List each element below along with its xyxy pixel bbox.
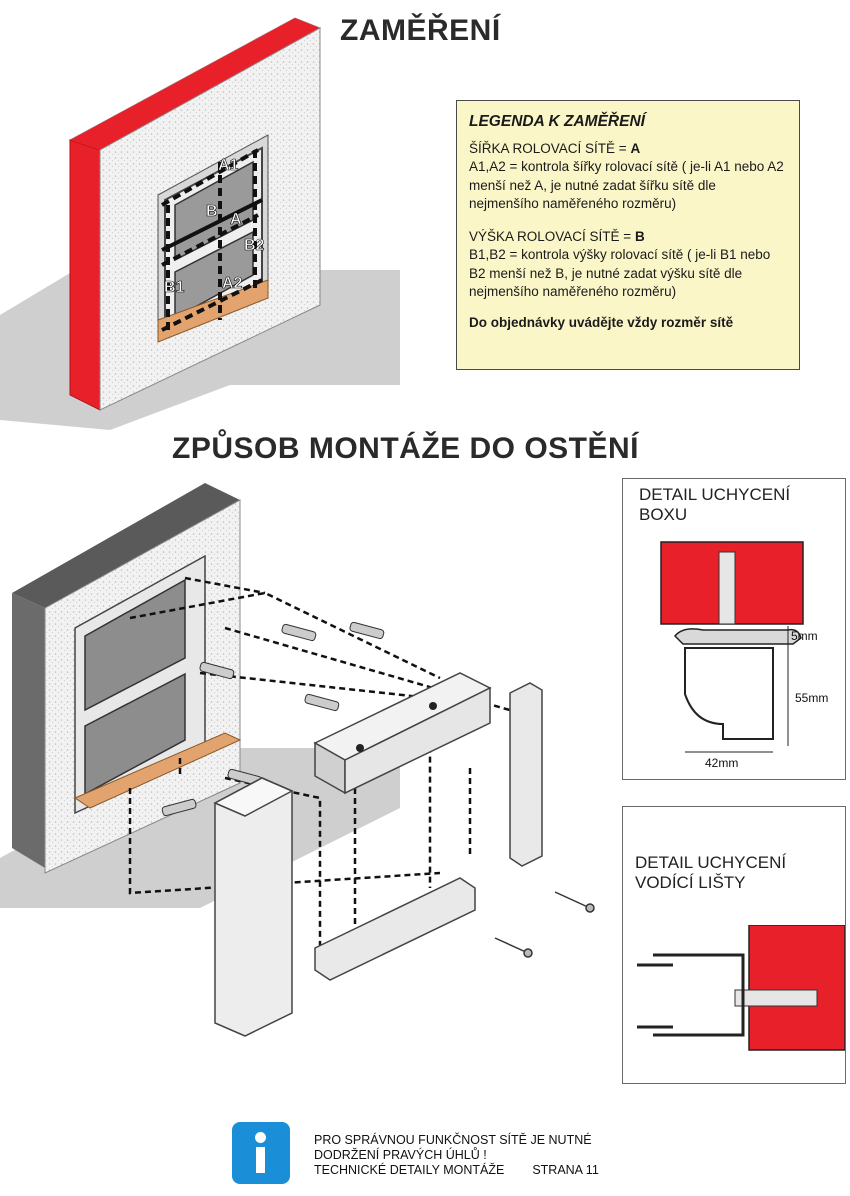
dim-55mm: 55mm xyxy=(795,691,829,705)
legend-height-text: B1,B2 = kontrola výšky rolovací sítě ( je-li B1 nebo B2 menší než B, je nutné zadat výšku sítě dle nejmenšího naměřeného rozměru) xyxy=(469,247,771,299)
page-number: STRANA 11 xyxy=(532,1163,599,1177)
measuring-title: ZAMĚŘENÍ xyxy=(340,14,501,47)
label-a2: A2 xyxy=(222,275,243,292)
legend-width-text: A1,A2 = kontrola šířky rolovací sítě ( je-li A1 nebo A2 menší než A, je nutné zadat šířku sítě dle nejmenšího naměřeného rozměru) xyxy=(469,159,784,211)
detail-rail-title: DETAIL UCHYCENÍ VODÍCÍ LIŠTY xyxy=(635,853,787,892)
label-b: B xyxy=(206,203,218,220)
footer-line-3: TECHNICKÉ DETAILY MONTÁŽE STRANA 11 xyxy=(314,1163,599,1177)
measuring-diagram xyxy=(0,0,450,430)
legend-heading: LEGENDA K ZAMĚŘENÍ xyxy=(469,113,645,130)
detail-rail-panel xyxy=(622,806,846,1084)
label-a1: A1 xyxy=(218,157,239,174)
legend-height-line: VÝŠKA ROLOVACÍ SÍTĚ = B xyxy=(469,228,645,244)
label-b2: B2 xyxy=(244,237,265,254)
rail-profile-drawing xyxy=(623,925,845,1075)
info-icon xyxy=(232,1122,290,1184)
dim-42mm: 42mm xyxy=(705,756,739,770)
detail-box-title: DETAIL UCHYCENÍ BOXU xyxy=(639,485,791,524)
legend-note: Do objednávky uvádějte vždy rozměr sítě xyxy=(469,314,734,330)
dim-5mm: 5mm xyxy=(791,629,818,643)
mounting-title: ZPŮSOB MONTÁŽE DO OSTĚNÍ xyxy=(172,432,640,465)
box-profile-drawing xyxy=(623,534,845,774)
legend-width-line: ŠÍŘKA ROLOVACÍ SÍTĚ = A xyxy=(469,140,641,156)
footer-line-2: DODRŽENÍ PRAVÝCH ÚHLŮ ! xyxy=(314,1148,487,1162)
footer-line-1: PRO SPRÁVNOU FUNKČNOST SÍTĚ JE NUTNÉ xyxy=(314,1133,592,1147)
footer-text xyxy=(314,1133,599,1178)
label-a: A xyxy=(230,211,242,228)
mounting-diagram xyxy=(0,478,610,1038)
legend-box xyxy=(456,100,800,370)
detail-box-panel xyxy=(622,478,846,780)
label-b1: B1 xyxy=(164,279,185,296)
